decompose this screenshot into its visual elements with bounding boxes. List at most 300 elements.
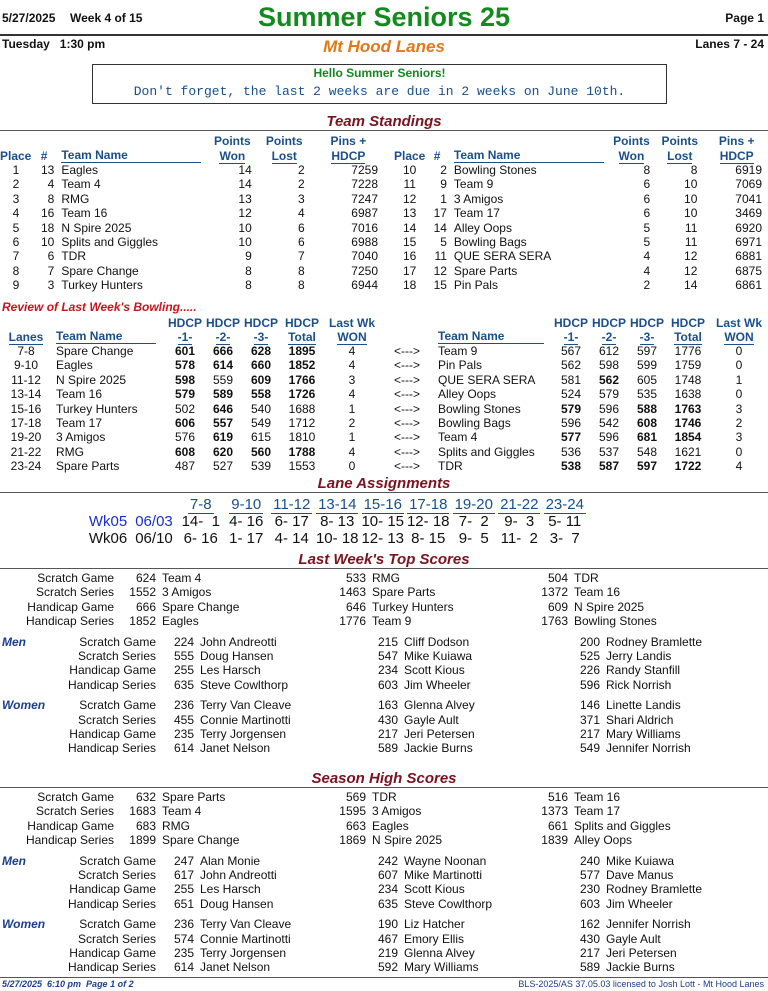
score-value: 547 <box>377 649 398 663</box>
men-label: Men <box>2 634 26 649</box>
score-value: 525 <box>579 649 600 663</box>
standings-points-won: 5 <box>643 220 651 235</box>
score-row <box>0 882 766 896</box>
bowler-name: Wayne Noonan <box>404 853 487 868</box>
review-team-name: Team 9 <box>438 344 478 358</box>
score-value: 1373 <box>541 804 568 819</box>
review-row <box>0 430 768 444</box>
review-game-score: 1788 <box>288 444 316 459</box>
review-game-score: 1776 <box>674 344 702 358</box>
standings-team-number: 3 <box>47 278 55 293</box>
review-game-score: 548 <box>636 444 658 459</box>
standings-points-won: 2 <box>643 278 651 293</box>
footer-license: BLS-2025/AS 37.05.03 licensed to Josh Lott - Mt Hood Lanes <box>518 979 764 989</box>
score-value: 663 <box>345 818 366 833</box>
standings-team-name: N Spire 2025 <box>61 220 132 235</box>
bowler-name: Terry Van Cleave <box>200 917 292 932</box>
bowler-name: Steve Cowlthorp <box>200 677 289 692</box>
standings-team-number: 13 <box>40 163 55 177</box>
top-men-table <box>0 635 766 693</box>
score-value: 371 <box>579 712 600 727</box>
score-value: 1852 <box>129 614 156 629</box>
score-value: 577 <box>579 868 600 882</box>
standings-points-lost: 10 <box>684 191 698 206</box>
review-game-score: 1852 <box>288 358 316 373</box>
score-value: 609 <box>547 599 568 614</box>
lane-pair-label: 15-16 <box>363 496 402 513</box>
score-category: Scratch Game <box>79 853 156 868</box>
score-row <box>0 635 766 649</box>
bowler-name: Turkey Hunters <box>372 599 454 614</box>
lane-pair <box>542 496 588 513</box>
standings-pins-hdcp: 6881 <box>735 249 762 264</box>
review-game-score: 620 <box>212 444 234 459</box>
standings-points-lost: 6 <box>298 220 305 235</box>
standings-pins-hdcp: 6920 <box>735 220 762 235</box>
bowler-name: Spare Parts <box>372 585 436 600</box>
standings-points-won: 5 <box>643 235 651 250</box>
score-row <box>0 819 734 833</box>
standings-row <box>0 278 384 292</box>
standings-pins-hdcp: 7040 <box>351 249 378 264</box>
score-category: Scratch Game <box>79 917 156 932</box>
standings-table-left: Points Points Pins + Place # Team Name Won Lost HDCP 1 13 Eagles 14 2 7259 2 4 Team 4 14 2 7228 3 8 RMG 13 3 7247 4 16 Team 16 12 4 6987 5 18 N Spire 2025 10 6 7016 6 10 Splits and Giggles 10 6 6988 7 6 TDR 9 7 7040 8 7 Spare Change 8 8 7250 9 3 Turkey Hunters 8 8 6944 <box>0 134 384 293</box>
score-row <box>0 833 734 847</box>
standings-team-number: 9 <box>440 177 447 192</box>
standings-team-name: Turkey Hunters <box>61 278 143 293</box>
review-lanes: 23-24 <box>10 459 42 474</box>
score-category: Handicap Series <box>67 896 156 911</box>
bowler-name: Jim Wheeler <box>404 677 471 692</box>
review-game-score: 542 <box>598 416 620 431</box>
report-date: 5/27/2025 <box>2 11 56 25</box>
review-game-score: 1712 <box>288 416 316 431</box>
lane-pair-label: 21-22 <box>500 496 539 513</box>
bowler-name: RMG <box>372 571 400 585</box>
score-row <box>0 678 766 692</box>
lane-pair-label: 17-18 <box>409 496 448 513</box>
bowler-name: Jeri Petersen <box>606 946 677 960</box>
review-game-score: 540 <box>250 401 272 416</box>
standings-team-name: QUE SERA SERA <box>453 249 552 264</box>
standings-pins-hdcp: 7069 <box>735 177 762 192</box>
review-vs: <---> <box>393 372 420 387</box>
standings-place: 4 <box>12 206 20 221</box>
standings-points-lost: 6 <box>298 235 305 250</box>
bowler-name: Team 17 <box>574 804 621 819</box>
bowler-name: Alan Monie <box>200 853 261 868</box>
standings-row <box>394 206 768 220</box>
standings-pins-hdcp: 7259 <box>351 163 378 177</box>
score-row <box>0 649 766 663</box>
bowler-name: Team 4 <box>162 804 202 819</box>
score-row <box>0 600 734 614</box>
bowler-name: Jerry Landis <box>606 649 672 663</box>
bowler-name: Emory Ellis <box>404 931 465 946</box>
review-won: 1 <box>348 430 356 445</box>
standings-points-won: 8 <box>245 263 252 278</box>
lane-pair-label: 11-12 <box>273 496 311 513</box>
review-team-name: Team 17 <box>56 416 103 431</box>
score-value: 1899 <box>129 833 156 848</box>
review-game-score: 608 <box>636 416 658 431</box>
review-game-score: 660 <box>250 358 272 373</box>
standings-team-name: Team 17 <box>453 206 500 221</box>
score-value: 217 <box>377 727 398 741</box>
lane-match: 10- 18 <box>315 530 359 547</box>
women-label: Women <box>2 698 46 713</box>
standings-row <box>394 177 768 191</box>
standings-row <box>394 278 768 292</box>
score-value: 226 <box>579 663 600 678</box>
standings-title: Team Standings <box>326 113 442 130</box>
lane-match: 4- 16 <box>229 513 264 530</box>
bowler-name: Jackie Burns <box>606 960 675 975</box>
review-lanes: 21-22 <box>10 444 42 459</box>
standings-team-number: 1 <box>440 191 447 206</box>
review-won: 4 <box>348 358 356 373</box>
score-value: 1552 <box>129 585 156 600</box>
lane-pair <box>178 496 224 513</box>
review-game-score: 1748 <box>674 372 702 387</box>
standings-row <box>394 163 768 177</box>
standings-points-lost: 2 <box>298 177 305 192</box>
standings-row <box>0 206 384 220</box>
score-value: 217 <box>579 946 600 960</box>
review-game-score: 579 <box>174 387 196 402</box>
review-vs: <---> <box>393 358 420 373</box>
score-value: 1763 <box>541 614 568 629</box>
score-row <box>0 663 766 677</box>
review-won: 3 <box>348 372 356 387</box>
score-value: 614 <box>173 741 194 756</box>
review-game-score: 524 <box>560 387 582 402</box>
standings-points-lost: 11 <box>684 235 698 250</box>
standings-place: 6 <box>12 235 20 250</box>
review-game-score: 502 <box>174 401 196 416</box>
bowler-name: Jennifer Norrish <box>606 917 691 932</box>
bowler-name: Cliff Dodson <box>404 634 470 649</box>
review-game-score: 1895 <box>288 344 316 358</box>
standings-team-name: Spare Change <box>61 263 139 278</box>
standings-points-won: 6 <box>643 206 651 221</box>
standings-team-name: Alley Oops <box>453 220 512 235</box>
standings-points-lost: 14 <box>684 278 698 293</box>
review-game-score: 597 <box>636 344 658 358</box>
review-game-score: 587 <box>598 459 620 474</box>
score-row <box>0 790 734 804</box>
review-game-score: 1553 <box>288 459 316 474</box>
bowler-name: Les Harsch <box>200 663 261 678</box>
standings-points-lost: 8 <box>298 278 305 293</box>
bowler-name: Connie Martinotti <box>200 712 291 727</box>
score-category: Handicap Series <box>25 614 114 629</box>
score-row <box>0 960 766 974</box>
review-game-score: 588 <box>636 401 658 416</box>
review-lanes: 11-12 <box>11 372 41 387</box>
review-lanes: 13-14 <box>10 387 42 402</box>
review-won: 2 <box>348 416 356 431</box>
review-game-score: 558 <box>250 387 272 402</box>
review-vs: <---> <box>393 387 420 402</box>
standings-pins-hdcp: 6988 <box>351 235 378 250</box>
standings-points-lost: 8 <box>298 263 305 278</box>
bowler-name: Janet Nelson <box>200 741 271 756</box>
day-time: Tuesday 1:30 pm <box>2 37 106 51</box>
review-game-score: 536 <box>560 444 582 459</box>
score-value: 255 <box>173 663 194 678</box>
season-women-table <box>0 917 766 975</box>
score-category: Scratch Series <box>77 931 156 946</box>
standings-place: 2 <box>12 177 20 192</box>
review-game-score: 579 <box>560 401 582 416</box>
review-game-score: 578 <box>174 358 196 373</box>
men-label: Men <box>2 853 26 868</box>
review-row <box>0 387 768 401</box>
standings-table-right: Points Points Pins + Place # Team Name Won Lost HDCP 10 2 Bowling Stones 8 8 6919 11 9 Team 9 6 10 7069 12 1 3 Amigos 6 10 7041 13 17 Team 17 6 10 3469 14 14 Alley Oops 5 11 6920 15 5 Bowling Bags 5 11 6971 16 11 QUE SERA SERA 4 12 6881 17 12 Spare Parts 4 12 6875 18 15 Pin Pals 2 14 6861 <box>394 134 768 293</box>
score-value: 661 <box>547 818 568 833</box>
standings-pins-hdcp: 6944 <box>351 278 378 293</box>
standings-team-number: 6 <box>47 249 55 264</box>
standings-points-won: 12 <box>238 206 252 221</box>
bowler-name: Mike Kuiawa <box>606 853 675 868</box>
review-team-name: Spare Parts <box>56 459 120 474</box>
score-value: 200 <box>579 634 600 649</box>
standings-team-number: 5 <box>440 235 447 250</box>
score-row <box>0 585 734 599</box>
bowler-name: Les Harsch <box>200 882 261 897</box>
review-team-name: Turkey Hunters <box>56 401 138 416</box>
review-game-score: 1759 <box>674 358 702 373</box>
standings-row <box>0 163 384 177</box>
score-row <box>0 727 766 741</box>
lane-pair <box>451 496 497 513</box>
score-value: 1776 <box>339 614 366 629</box>
lane-match: 6- 17 <box>274 513 309 530</box>
review-game-score: 589 <box>212 387 234 402</box>
bowler-name: Liz Hatcher <box>404 917 465 932</box>
season-men-table <box>0 854 766 912</box>
bowler-name: RMG <box>162 818 190 833</box>
review-game-score: 606 <box>174 416 196 431</box>
lane-week-row <box>86 513 588 530</box>
score-value: 632 <box>135 790 156 804</box>
score-category: Scratch Game <box>37 790 114 804</box>
review-vs: <---> <box>393 459 420 474</box>
review-game-score: 608 <box>174 444 196 459</box>
lane-pair-label: 23-24 <box>545 496 584 513</box>
review-row <box>0 358 768 372</box>
score-row <box>0 741 766 755</box>
review-game-score: 609 <box>250 372 272 387</box>
bowler-name: Scott Kious <box>404 663 465 678</box>
lane-week-row <box>86 530 588 547</box>
lane-pair-label: 19-20 <box>454 496 493 513</box>
score-value: 1683 <box>129 804 156 819</box>
score-value: 235 <box>173 727 194 741</box>
score-value: 224 <box>173 634 194 649</box>
standings-place: 12 <box>403 191 417 206</box>
score-value: 635 <box>377 896 398 911</box>
review-won: 4 <box>348 344 356 358</box>
review-game-score: 562 <box>560 358 582 373</box>
score-value: 516 <box>547 790 568 804</box>
review-won: 1 <box>735 372 743 387</box>
score-value: 533 <box>345 571 366 585</box>
review-game-score: 1746 <box>674 416 702 431</box>
review-vs: <---> <box>393 430 420 445</box>
score-value: 666 <box>135 599 156 614</box>
top-teams-table <box>0 571 734 629</box>
score-category: Scratch Series <box>35 585 114 600</box>
standings-team-number: 12 <box>433 263 447 278</box>
standings-team-number: 8 <box>47 191 55 206</box>
score-value: 589 <box>579 960 600 975</box>
standings-pins-hdcp: 7016 <box>351 220 378 235</box>
week-label: Wk06 <box>88 530 128 547</box>
score-category: Scratch Game <box>79 634 156 649</box>
score-value: 215 <box>377 634 398 649</box>
standings-team-name: RMG <box>61 191 90 206</box>
review-game-score: 605 <box>636 372 658 387</box>
lane-match: 9- 3 <box>504 513 535 530</box>
standings-place: 13 <box>403 206 417 221</box>
week-date: 06/10 <box>135 530 173 547</box>
review-game-score: 560 <box>250 444 272 459</box>
score-value: 617 <box>173 868 194 882</box>
review-game-score: 646 <box>212 401 234 416</box>
score-category: Handicap Series <box>67 960 156 975</box>
score-row <box>0 571 734 585</box>
score-value: 504 <box>547 571 568 585</box>
score-value: 1839 <box>541 833 568 848</box>
bowler-name: Mary Williams <box>606 727 681 741</box>
lane-pair <box>269 496 315 513</box>
score-category: Scratch Series <box>77 868 156 882</box>
standings-team-name: Bowling Stones <box>453 163 537 177</box>
bowler-name: Terry Jorgensen <box>200 727 287 741</box>
review-game-score: 1722 <box>674 459 702 474</box>
bowler-name: Splits and Giggles <box>574 818 671 833</box>
score-category: Handicap Series <box>25 833 114 848</box>
standings-points-won: 4 <box>643 263 651 278</box>
review-row <box>0 416 768 430</box>
standings-team-number: 18 <box>40 220 55 235</box>
review-row <box>0 344 768 358</box>
review-team-name: Pin Pals <box>438 358 483 373</box>
review-game-score: 527 <box>212 459 234 474</box>
score-category: Handicap Series <box>67 677 156 692</box>
standings-place: 7 <box>12 249 20 264</box>
week-info: Week 4 of 15 <box>70 11 143 25</box>
league-title: Summer Seniors 25 <box>257 2 511 32</box>
score-value: 555 <box>173 649 194 663</box>
lane-pair <box>360 496 406 513</box>
standings-place: 9 <box>12 278 20 293</box>
review-game-score: 579 <box>598 387 620 402</box>
bowler-name: Glenna Alvey <box>404 946 475 960</box>
bowler-name: Bowling Stones <box>574 614 657 629</box>
review-game-score: 612 <box>598 344 620 358</box>
bowler-name: Team 4 <box>162 571 202 585</box>
score-value: 247 <box>173 853 194 868</box>
standings-points-lost: 11 <box>684 220 698 235</box>
message-greeting: Hello Summer Seniors! <box>313 66 446 80</box>
review-game-score: 567 <box>560 344 582 358</box>
bowler-name: Connie Martinotti <box>200 931 291 946</box>
score-value: 596 <box>579 677 600 692</box>
standings-points-won: 6 <box>643 191 651 206</box>
standings-team-name: Bowling Bags <box>453 235 527 250</box>
review-game-score: 557 <box>212 416 234 431</box>
score-value: 589 <box>377 741 398 756</box>
standings-points-lost: 7 <box>298 249 305 264</box>
score-value: 234 <box>377 663 398 678</box>
standings-points-won: 13 <box>238 191 252 206</box>
review-won: 0 <box>735 358 743 373</box>
score-value: 455 <box>173 712 194 727</box>
score-category: Scratch Series <box>77 712 156 727</box>
message-box <box>92 64 667 104</box>
bowler-name: Alley Oops <box>574 833 633 848</box>
score-row <box>0 917 766 931</box>
review-team-name: Alley Oops <box>438 387 497 402</box>
review-won: 0 <box>735 444 743 459</box>
review-game-score: 577 <box>560 430 582 445</box>
bowler-name: Rodney Bramlette <box>606 634 703 649</box>
bowler-name: Rodney Bramlette <box>606 882 703 897</box>
review-won: 3 <box>735 430 743 445</box>
score-value: 242 <box>377 853 398 868</box>
score-value: 162 <box>579 917 600 932</box>
score-row <box>0 946 766 960</box>
standings-row <box>0 177 384 191</box>
review-team-name: Bowling Stones <box>438 401 521 416</box>
bowler-name: N Spire 2025 <box>574 599 645 614</box>
review-team-name: Eagles <box>56 358 93 373</box>
review-game-score: 596 <box>598 430 620 445</box>
standings-team-name: 3 Amigos <box>453 191 504 206</box>
standings-row <box>394 221 768 235</box>
score-value: 683 <box>135 818 156 833</box>
score-row <box>0 614 734 628</box>
review-lanes: 7-8 <box>17 344 35 358</box>
review-game-score: 628 <box>250 344 272 358</box>
bowler-name: Jennifer Norrish <box>606 741 691 756</box>
score-value: 217 <box>579 727 600 741</box>
review-game-score: 1854 <box>674 430 702 445</box>
review-vs: <---> <box>393 344 420 358</box>
review-team-name: Team 4 <box>438 430 478 445</box>
week-label: Wk05 <box>88 513 128 530</box>
score-value: 430 <box>377 712 398 727</box>
review-won: 4 <box>348 444 356 459</box>
score-category: Scratch Series <box>77 649 156 663</box>
score-value: 651 <box>173 896 194 911</box>
review-game-score: 598 <box>598 358 620 373</box>
standings-place: 3 <box>12 191 20 206</box>
standings-points-lost: 10 <box>684 177 698 192</box>
lane-pairs-row <box>86 496 588 513</box>
standings-row <box>0 192 384 206</box>
review-vs: <---> <box>393 444 420 459</box>
standings-team-name: Team 4 <box>61 177 101 192</box>
review-game-score: 562 <box>598 372 620 387</box>
review-game-score: 1763 <box>674 401 702 416</box>
review-team-name: RMG <box>56 444 84 459</box>
standings-row <box>394 192 768 206</box>
standings-points-won: 6 <box>643 177 651 192</box>
